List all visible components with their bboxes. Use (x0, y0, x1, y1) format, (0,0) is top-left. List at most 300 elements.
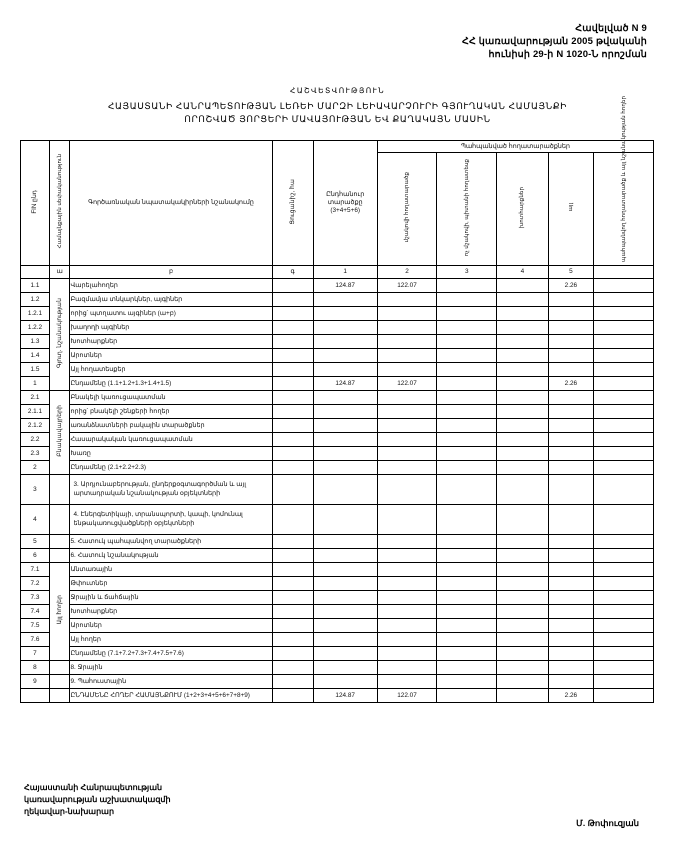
cell-c6 (437, 447, 497, 461)
cell-total: 124.87 (313, 279, 377, 293)
cell-c6 (437, 461, 497, 475)
cell-total (313, 433, 377, 447)
cell-unit (272, 591, 313, 605)
header-label-c7: խոտհարքներ (519, 186, 526, 229)
footer-line-3: ղեկավար-նախարար (24, 807, 115, 816)
row-code: 2.1 (21, 391, 50, 405)
row-label: Այլ հողեր (70, 633, 272, 647)
cell-c5: 122.07 (377, 377, 437, 391)
row-label: Արոտներ (70, 619, 272, 633)
cell-c7 (497, 535, 549, 549)
col-letter-1: ա (49, 266, 70, 279)
cell-total: 124.87 (313, 689, 377, 703)
cell-c8 (548, 419, 593, 433)
cell-unit (272, 377, 313, 391)
row-group-blank (49, 505, 70, 535)
cell-c9 (594, 647, 654, 661)
cell-c9 (594, 307, 654, 321)
table-row (21, 605, 654, 619)
table-row (21, 391, 654, 405)
header-cell-c7 (497, 153, 549, 266)
cell-c5 (377, 647, 437, 661)
cell-c5 (377, 675, 437, 689)
cell-c5 (377, 591, 437, 605)
row-label: Ջրային և ճահճային (70, 591, 272, 605)
row-group-label: Գյուղ. նշանակության (49, 279, 70, 391)
cell-unit (272, 563, 313, 577)
cell-c9 (594, 279, 654, 293)
row-group-blank (49, 661, 70, 675)
cell-unit (272, 461, 313, 475)
col-letter-5: 2 (377, 266, 437, 279)
footer-line-1: Հայաստանի Հանրապետության (24, 783, 163, 792)
cell-c9 (594, 563, 654, 577)
cell-c9 (594, 293, 654, 307)
table-row (21, 661, 654, 675)
header-cell-group-span: Պահպանված հողատարածքներ (377, 141, 653, 153)
cell-c5 (377, 349, 437, 363)
cell-unit (272, 475, 313, 505)
col-letter-7: 4 (497, 266, 549, 279)
table-row (21, 419, 654, 433)
cell-c5 (377, 661, 437, 675)
cell-total (313, 335, 377, 349)
cell-c5 (377, 433, 437, 447)
footer-line-2: կառավարության աշխատակազմի (24, 795, 171, 804)
cell-c6 (437, 591, 497, 605)
row-group-label: Այլ հողեր (49, 563, 70, 661)
cell-total (313, 661, 377, 675)
row-code: 9 (21, 675, 50, 689)
cell-c7 (497, 689, 549, 703)
cell-c8 (548, 605, 593, 619)
cell-c5 (377, 447, 437, 461)
approval-line-3: հունիսի 29-ի N 1020-Ն որոշման (488, 49, 647, 60)
cell-c7 (497, 391, 549, 405)
row-code: 1.2 (21, 293, 50, 307)
header-cell-code (21, 141, 50, 266)
cell-c9 (594, 377, 654, 391)
cell-total (313, 605, 377, 619)
col-letter-3: գ (272, 266, 313, 279)
cell-c9 (594, 605, 654, 619)
cell-c9 (594, 447, 654, 461)
row-label: Ընդամենը (2.1+2.2+2.3) (70, 461, 272, 475)
table-row (21, 591, 654, 605)
table-row (21, 363, 654, 377)
cell-unit (272, 661, 313, 675)
row-code: 7.2 (21, 577, 50, 591)
row-label: 9. Պահուստային (70, 675, 272, 689)
cell-c6 (437, 349, 497, 363)
title-line-2: ՈՐՈՇՎԱԾ ՅՈՐՑԵՐԻ ՄԱՎԱՅՈՒԹՅԱՆ ԵՎ ՔԱՂԱԿԱՅՆ ՄԱՍԻՆ (184, 114, 491, 124)
header-label-group: Համայնքային սեփականություն (56, 154, 63, 249)
cell-c9 (594, 349, 654, 363)
cell-c7 (497, 475, 549, 505)
table-row (21, 377, 654, 391)
header-label-code: FIN ընդ (30, 189, 38, 214)
row-group-label: Բնակավայրերի (49, 391, 70, 475)
row-label: Վարելահողեր (70, 279, 272, 293)
cell-unit (272, 689, 313, 703)
title-block (0, 84, 675, 127)
cell-c8 (548, 433, 593, 447)
row-label: 5. Հատուկ պահպանվող տարածքների (70, 535, 272, 549)
row-group-blank (49, 675, 70, 689)
cell-c9 (594, 475, 654, 505)
cell-c5 (377, 619, 437, 633)
cell-c8 (548, 661, 593, 675)
row-code: 3 (21, 475, 50, 505)
cell-c5 (377, 405, 437, 419)
header-cell-c6 (437, 153, 497, 266)
cell-c8 (548, 591, 593, 605)
table-row (21, 505, 654, 535)
row-code: 7.4 (21, 605, 50, 619)
cell-c6 (437, 619, 497, 633)
row-label: խաղողի այգիներ (70, 321, 272, 335)
cell-total (313, 505, 377, 535)
row-group-blank (49, 689, 70, 703)
cell-c7 (497, 591, 549, 605)
cell-c8 (548, 363, 593, 377)
cell-total (313, 405, 377, 419)
approval-line-2: ՀՀ կառավարության 2005 թվականի (461, 36, 647, 47)
table-row (21, 549, 654, 563)
cell-c9 (594, 591, 654, 605)
cell-c8 (548, 647, 593, 661)
cell-c9 (594, 405, 654, 419)
cell-total (313, 591, 377, 605)
cell-c9 (594, 335, 654, 349)
cell-c9 (594, 391, 654, 405)
cell-c8 (548, 321, 593, 335)
row-label: Ընդամենը (7.1+7.2+7.3+7.4+7.5+7.6) (70, 647, 272, 661)
cell-c8 (548, 475, 593, 505)
cell-c7 (497, 419, 549, 433)
cell-c6 (437, 363, 497, 377)
header-label-unit: Ցուցանիշ, հա (288, 178, 296, 225)
cell-c6 (437, 391, 497, 405)
report-word: ՀԱՇՎԵՏՎՈՒԹՅՈՒՆ (290, 86, 385, 95)
approval-line-1: Հավելված N 9 (575, 23, 647, 34)
cell-c8: 2.26 (548, 689, 593, 703)
row-code: 8 (21, 661, 50, 675)
row-label: Խոտհարքներ (70, 335, 272, 349)
row-label: 6. Հատուկ նշանակության (70, 549, 272, 563)
cell-c7 (497, 293, 549, 307)
signature-name: Մ. Թոփուզյան (576, 818, 639, 828)
cell-c7 (497, 647, 549, 661)
row-code: 1.4 (21, 349, 50, 363)
cell-c5 (377, 535, 437, 549)
cell-c5 (377, 335, 437, 349)
table-header-group-row (21, 141, 654, 153)
row-code: 1.2.2 (21, 321, 50, 335)
cell-total (313, 633, 377, 647)
cell-c8: 2.26 (548, 377, 593, 391)
cell-c7 (497, 349, 549, 363)
header-cell-name: Գործառնական նպատակակիրների նշանակումը (70, 141, 272, 266)
row-code (21, 689, 50, 703)
cell-c5 (377, 363, 437, 377)
approval-block (462, 22, 647, 61)
table-row (21, 633, 654, 647)
table-row (21, 293, 654, 307)
cell-c5: 122.07 (377, 279, 437, 293)
cell-total (313, 549, 377, 563)
cell-c8: 2.26 (548, 279, 593, 293)
header-label-c9: պահպանվող հողատարածք և այլ նշանակության հողեր (620, 95, 627, 262)
header-label-c6: ոչ մշակովի, պիտանի հողատեսք (463, 158, 470, 257)
cell-c6 (437, 293, 497, 307)
cell-total (313, 461, 377, 475)
row-code: 2.1.2 (21, 419, 50, 433)
cell-unit (272, 391, 313, 405)
cell-unit (272, 293, 313, 307)
cell-c5 (377, 563, 437, 577)
table-row (21, 279, 654, 293)
title-line-1: ՀԱՅԱՍՏԱՆԻ ՀԱՆՐԱՊԵՏՈՒԹՅԱՆ ԼԵՌԵԻ ՄԱՐԶԻ ԼԵԻԱՎԱՐՉՈՒՐԻ ԳՅՈՒՂԱԿԱՆ ՀԱՄԱՅՆՔԻ (108, 100, 567, 111)
cell-total (313, 675, 377, 689)
row-code: 1.3 (21, 335, 50, 349)
row-code: 1.5 (21, 363, 50, 377)
cell-c8 (548, 505, 593, 535)
cell-c5 (377, 505, 437, 535)
cell-c9 (594, 419, 654, 433)
header-label-c8: այլ (567, 203, 574, 212)
cell-total (313, 563, 377, 577)
col-letter-4: 1 (313, 266, 377, 279)
col-letter-0 (21, 266, 50, 279)
cell-c9 (594, 661, 654, 675)
cell-c8 (548, 577, 593, 591)
cell-c8 (548, 307, 593, 321)
table-row (21, 619, 654, 633)
col-letter-6: 3 (437, 266, 497, 279)
cell-c8 (548, 293, 593, 307)
table-row (21, 475, 654, 505)
table-row (21, 433, 654, 447)
row-label: 4. Էներգետիկայի, տրանսպորտի, կապի, կոմունալ ենթակառուցվածքների օբյեկտների (70, 505, 272, 535)
cell-c6 (437, 433, 497, 447)
cell-total (313, 647, 377, 661)
cell-c8 (548, 461, 593, 475)
row-code: 7 (21, 647, 50, 661)
row-code: 7.3 (21, 591, 50, 605)
row-label: Խառը (70, 447, 272, 461)
row-code: 4 (21, 505, 50, 535)
row-group-blank (49, 535, 70, 549)
cell-c8 (548, 391, 593, 405)
cell-c7 (497, 433, 549, 447)
cell-unit (272, 619, 313, 633)
cell-unit (272, 307, 313, 321)
cell-unit (272, 535, 313, 549)
cell-c6 (437, 675, 497, 689)
cell-unit (272, 433, 313, 447)
cell-unit (272, 363, 313, 377)
cell-c7 (497, 505, 549, 535)
cell-total (313, 321, 377, 335)
row-label: Հասարակական կառուցապատման (70, 433, 272, 447)
table-row (21, 647, 654, 661)
cell-c8 (548, 349, 593, 363)
table-row (21, 461, 654, 475)
cell-c7 (497, 363, 549, 377)
row-label: Արոտներ (70, 349, 272, 363)
cell-total (313, 619, 377, 633)
row-label: Ընդամենը (1.1+1.2+1.3+1.4+1.5) (70, 377, 272, 391)
header-label-c5: մշակովի հողատարածք (404, 172, 411, 243)
cell-c8 (548, 549, 593, 563)
cell-c6 (437, 535, 497, 549)
cell-c6 (437, 279, 497, 293)
cell-total (313, 363, 377, 377)
cell-unit (272, 549, 313, 563)
row-label: Թփուտներ (70, 577, 272, 591)
cell-unit (272, 335, 313, 349)
header-cell-group (49, 141, 70, 266)
cell-c6 (437, 605, 497, 619)
cell-c6 (437, 505, 497, 535)
row-label: առանձնատների բակային տարածքներ (70, 419, 272, 433)
table-row (21, 563, 654, 577)
cell-c6 (437, 475, 497, 505)
cell-c5 (377, 605, 437, 619)
cell-c5 (377, 461, 437, 475)
row-code: 2.1.1 (21, 405, 50, 419)
cell-c6 (437, 419, 497, 433)
table-row (21, 349, 654, 363)
header-cell-c9 (594, 95, 654, 266)
cell-c9 (594, 619, 654, 633)
row-code: 1.2.1 (21, 307, 50, 321)
cell-c5 (377, 577, 437, 591)
cell-c6 (437, 405, 497, 419)
table-row (21, 689, 654, 703)
row-code: 1 (21, 377, 50, 391)
cell-c6 (437, 321, 497, 335)
cell-c9 (594, 321, 654, 335)
cell-c9 (594, 461, 654, 475)
cell-c9 (594, 433, 654, 447)
cell-c6 (437, 549, 497, 563)
cell-c9 (594, 675, 654, 689)
cell-c9 (594, 549, 654, 563)
cell-c5 (377, 293, 437, 307)
cell-c6 (437, 335, 497, 349)
cell-c7 (497, 447, 549, 461)
cell-c8 (548, 563, 593, 577)
cell-c9 (594, 505, 654, 535)
cell-c6 (437, 647, 497, 661)
cell-total (313, 293, 377, 307)
col-letter-9 (594, 266, 654, 279)
cell-unit (272, 633, 313, 647)
cell-c5: 122.07 (377, 689, 437, 703)
cell-c7 (497, 605, 549, 619)
cell-c5 (377, 549, 437, 563)
table-row (21, 447, 654, 461)
cell-c6 (437, 689, 497, 703)
cell-c7 (497, 279, 549, 293)
cell-c7 (497, 577, 549, 591)
cell-unit (272, 577, 313, 591)
cell-c7 (497, 307, 549, 321)
row-label: Անտառային (70, 563, 272, 577)
cell-unit (272, 405, 313, 419)
cell-c8 (548, 675, 593, 689)
col-letter-2: բ (70, 266, 272, 279)
cell-total (313, 419, 377, 433)
row-group-blank (49, 549, 70, 563)
row-label: Բնակելի կառուցապատման (70, 391, 272, 405)
cell-c6 (437, 377, 497, 391)
cell-unit (272, 419, 313, 433)
cell-c8 (548, 405, 593, 419)
cell-unit (272, 647, 313, 661)
cell-c6 (437, 307, 497, 321)
row-label: որից՝ բնակելի շենքերի հողեր (70, 405, 272, 419)
cell-c7 (497, 405, 549, 419)
cell-unit (272, 505, 313, 535)
row-label: 3. Արդյունաբերության, ընդերքօգտագործման և այլ արտադրական նշանակության օբյեկտների (70, 475, 272, 505)
footer-block (24, 782, 171, 818)
cell-unit (272, 605, 313, 619)
cell-c8 (548, 447, 593, 461)
row-code: 1.1 (21, 279, 50, 293)
cell-c9 (594, 535, 654, 549)
cell-c7 (497, 321, 549, 335)
row-code: 7.1 (21, 563, 50, 577)
cell-total (313, 349, 377, 363)
cell-c9 (594, 363, 654, 377)
row-code: 2.3 (21, 447, 50, 461)
cell-total: 124.87 (313, 377, 377, 391)
cell-unit (272, 321, 313, 335)
cell-c6 (437, 577, 497, 591)
cell-c5 (377, 391, 437, 405)
cell-c7 (497, 461, 549, 475)
cell-c9 (594, 689, 654, 703)
cell-total (313, 475, 377, 505)
cell-c7 (497, 335, 549, 349)
row-code: 7.5 (21, 619, 50, 633)
header-cell-c5 (377, 153, 437, 266)
cell-c6 (437, 661, 497, 675)
cell-c9 (594, 633, 654, 647)
row-code: 7.6 (21, 633, 50, 647)
cell-c5 (377, 419, 437, 433)
row-code: 6 (21, 549, 50, 563)
cell-c7 (497, 563, 549, 577)
cell-c7 (497, 633, 549, 647)
row-label: Խոտհարքներ (70, 605, 272, 619)
cell-total (313, 535, 377, 549)
table-row (21, 405, 654, 419)
row-label: Բազմամյա տնկարկներ, այգիներ (70, 293, 272, 307)
cell-c7 (497, 661, 549, 675)
row-group-blank (49, 475, 70, 505)
table-column-letters-row (21, 266, 654, 279)
table-row (21, 321, 654, 335)
row-code: 2 (21, 461, 50, 475)
cell-c5 (377, 307, 437, 321)
table-row (21, 535, 654, 549)
cell-unit (272, 279, 313, 293)
cell-unit (272, 349, 313, 363)
